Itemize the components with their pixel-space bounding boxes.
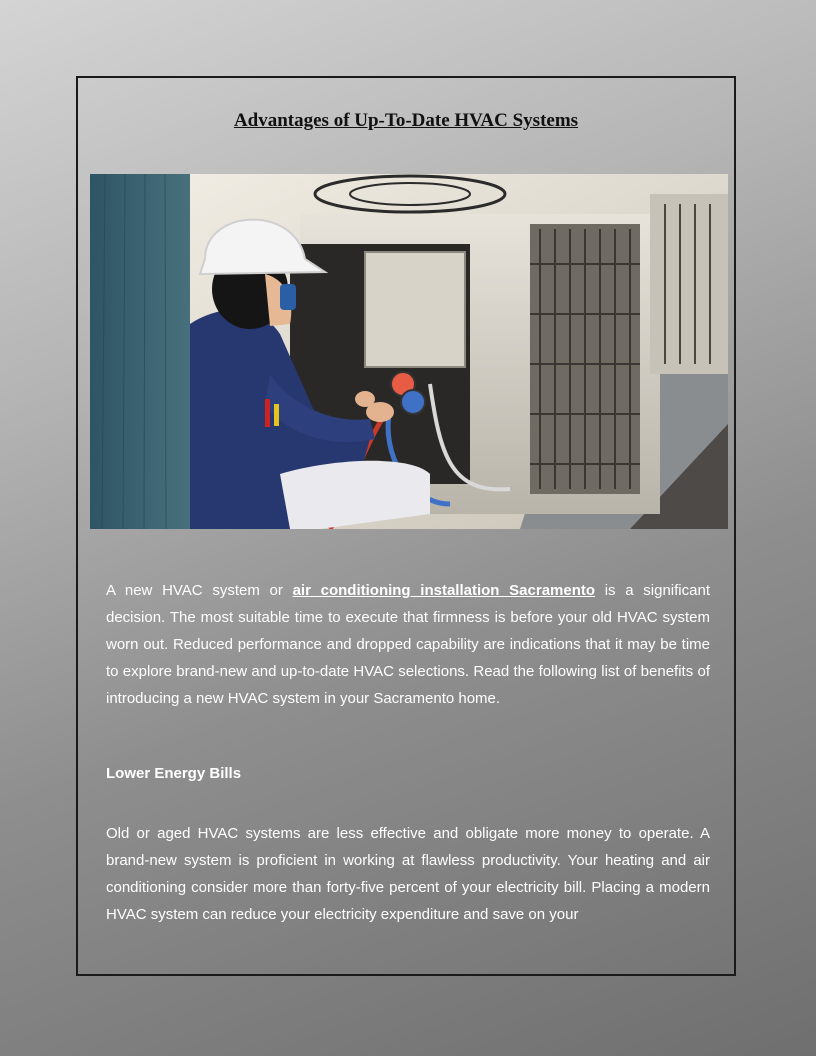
- intro-paragraph: [106, 577, 710, 712]
- page-title: Advantages of Up-To-Date HVAC Systems: [233, 110, 579, 131]
- air-conditioning-installation-link[interactable]: air conditioning installation Sacramento: [292, 582, 596, 599]
- intro-text-before: A new HVAC system or: [106, 582, 293, 599]
- hvac-technician-photo: [90, 174, 728, 529]
- page-frame: [76, 76, 736, 976]
- energy-bills-paragraph: Old or aged HVAC systems are less effective and obligate more money to operate. A brand-new system is proficient in working at flawless productivity. Your heating and air conditioning consider more than forty-five percent of your electricity bill. Placing a modern HVAC system can reduce your electricity expenditure and save on your: [106, 825, 710, 923]
- intro-text-after: is a significant decision. The most suitable time to execute that firmness is before your old HVAC system worn out. Reduced performance and dropped capability are indications that it may be time to explore brand-new and up-to-date HVAC selections. Read the following list of benefits of introducing a new HVAC system in your Sacramento home.: [106, 582, 710, 707]
- section-heading: Lower Energy Bills: [106, 765, 242, 782]
